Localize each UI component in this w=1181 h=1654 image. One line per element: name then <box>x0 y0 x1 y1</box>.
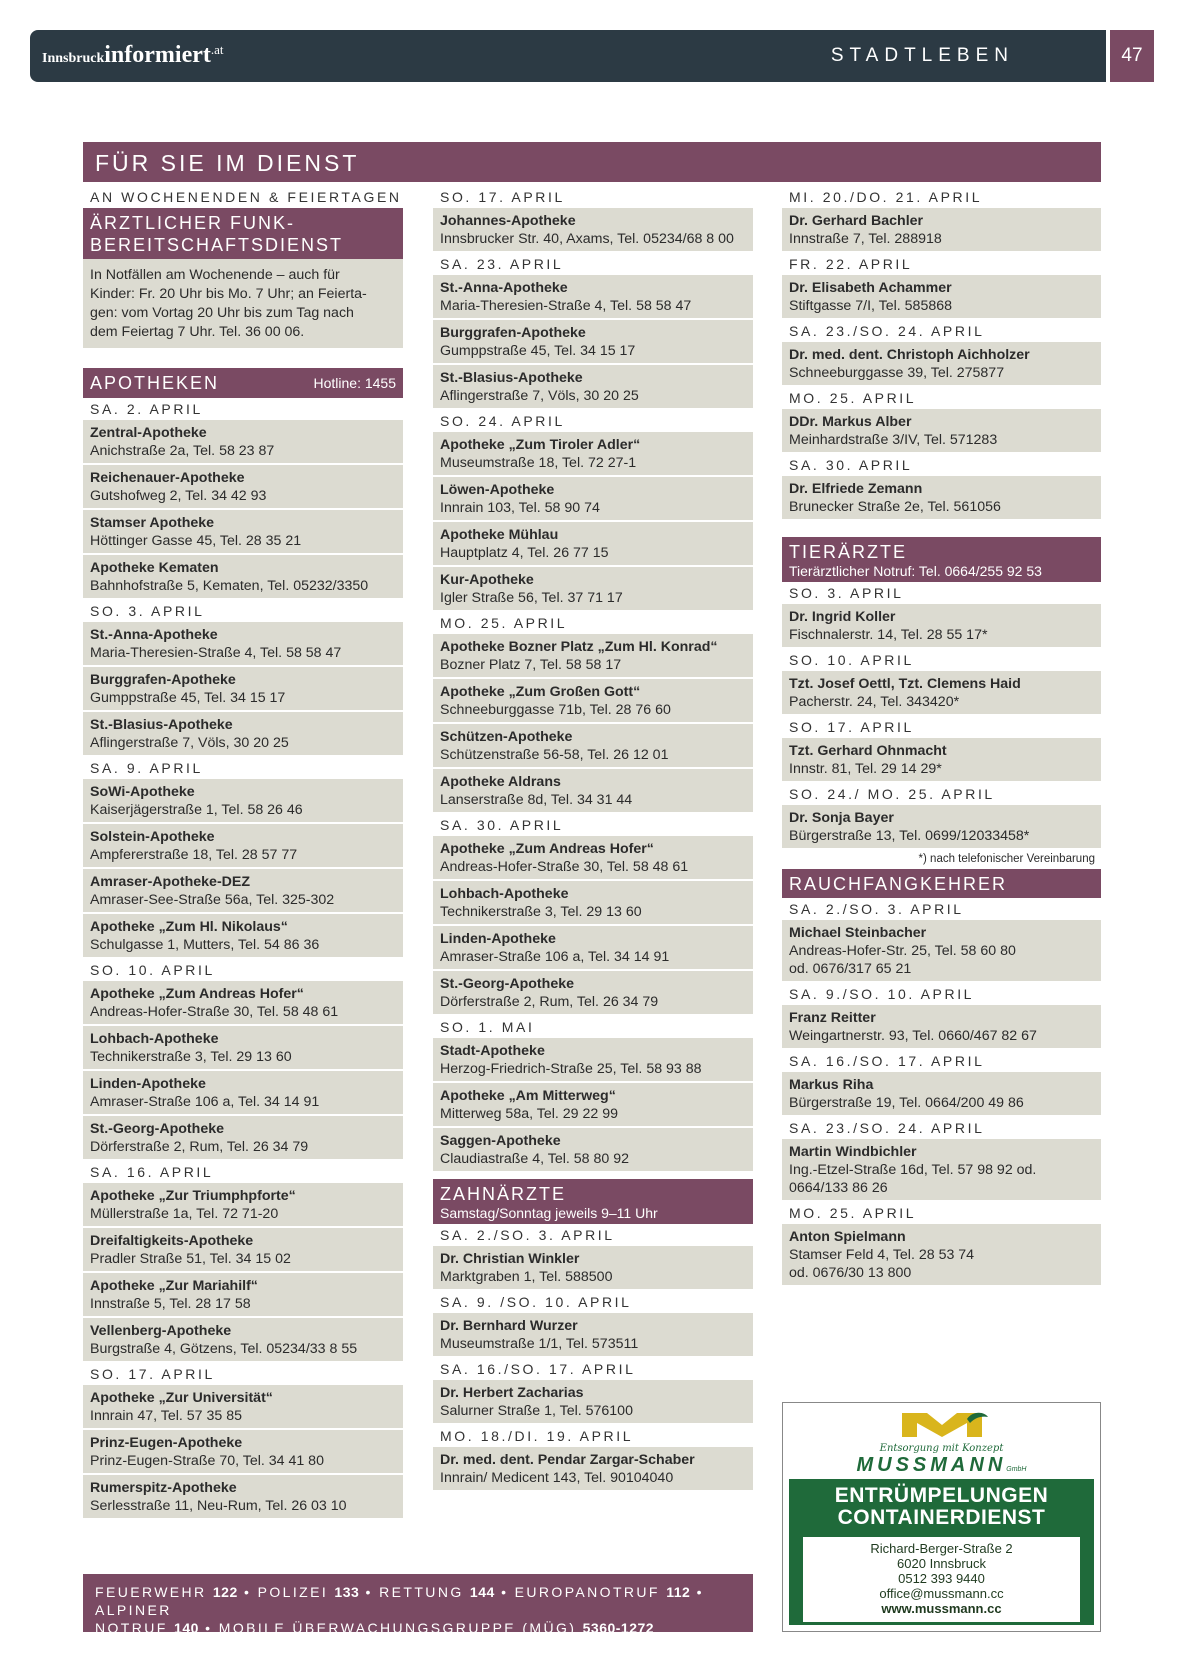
entry-detail: Ampfererstraße 18, Tel. 28 57 77 <box>90 847 298 863</box>
entry-name: Prinz-Eugen-Apotheke <box>90 1435 243 1451</box>
list-item <box>433 634 753 677</box>
list-item <box>83 914 403 957</box>
entry-name: Lohbach-Apotheke <box>440 886 569 902</box>
entry-detail: Innrain 103, Tel. 58 90 74 <box>440 500 600 516</box>
entry-detail: Amraser-Straße 106 a, Tel. 34 14 91 <box>90 1094 320 1110</box>
apotheken-hotline: Hotline: 1455 <box>313 375 396 391</box>
list-item <box>83 981 403 1024</box>
entry-name: Apotheke „Am Mitterweg“ <box>440 1088 616 1104</box>
list-item <box>782 738 1101 781</box>
aerztlicher-header <box>83 208 403 259</box>
entry-detail: Amraser-Straße 106 a, Tel. 34 14 91 <box>440 949 670 965</box>
tieraerzte-header <box>782 537 1101 582</box>
entry-detail: Innrain 47, Tel. 57 35 85 <box>90 1408 242 1424</box>
entry-detail: Müllerstraße 1a, Tel. 72 71-20 <box>90 1206 279 1222</box>
apotheken-header <box>83 368 403 398</box>
entry-detail: Andreas-Hofer-Straße 30, Tel. 58 48 61 <box>90 1004 339 1020</box>
entry-detail: Prinz-Eugen-Straße 70, Tel. 34 41 80 <box>90 1453 324 1469</box>
entry-detail: Innsbrucker Str. 40, Axams, Tel. 05234/68 8 00 <box>440 231 734 247</box>
entry-name: Dr. Bernhard Wurzer <box>440 1318 578 1334</box>
entry-name: Lohbach-Apotheke <box>90 1031 219 1047</box>
entry-detail: Bozner Platz 7, Tel. 58 58 17 <box>440 657 622 673</box>
entry-detail: Andreas-Hofer-Straße 30, Tel. 58 48 61 <box>440 859 689 875</box>
entry-detail: Maria-Theresien-Straße 4, Tel. 58 58 47 <box>440 298 692 314</box>
entry-detail: Maria-Theresien-Straße 4, Tel. 58 58 47 <box>90 645 342 661</box>
list-item <box>433 365 753 408</box>
entry-name: Linden-Apotheke <box>90 1076 206 1092</box>
entry-name: Saggen-Apotheke <box>440 1133 561 1149</box>
list-item <box>433 1083 753 1126</box>
list-item <box>782 1224 1101 1285</box>
mussmann-logo <box>783 1409 1100 1481</box>
entry-name: Vellenberg-Apotheke <box>90 1323 232 1339</box>
list-item <box>433 679 753 722</box>
list-item <box>782 805 1101 848</box>
ad-website[interactable]: www.mussmann.cc <box>881 1601 1002 1616</box>
day-heading: SO. 3. APRIL <box>90 603 205 619</box>
day-heading: SO. 1. MAI <box>440 1019 535 1035</box>
day-heading: SA. 16./SO. 17. APRIL <box>440 1361 636 1377</box>
day-heading: SA. 23./SO. 24. APRIL <box>789 323 985 339</box>
day-heading: SA. 30. APRIL <box>440 817 564 833</box>
emergency-line-1 <box>95 1583 741 1619</box>
entry-detail: Stamser Feld 4, Tel. 28 53 74 <box>789 1247 975 1263</box>
entry-detail: Bürgerstraße 13, Tel. 0699/12033458* <box>789 828 1030 844</box>
entry-detail: Dörferstraße 2, Rum, Tel. 26 34 79 <box>90 1139 309 1155</box>
list-item <box>83 622 403 665</box>
entry-name: Dreifaltigkeits-Apotheke <box>90 1233 254 1249</box>
list-item <box>433 320 753 363</box>
entry-name: Löwen-Apotheke <box>440 482 555 498</box>
entry-name: Rumerspitz-Apotheke <box>90 1480 237 1496</box>
emergency-label: FEUERWEHR <box>95 1584 207 1600</box>
logo-small-text: Innsbruck <box>42 51 105 66</box>
day-heading: SA. 2. APRIL <box>90 401 203 417</box>
entry-name: Markus Riha <box>789 1077 874 1093</box>
emergency-label: POLIZEI <box>257 1584 329 1600</box>
list-item <box>433 275 753 318</box>
aerztlicher-title-1: ÄRZTLICHER FUNK- <box>90 213 296 233</box>
entry-name: Tzt. Josef Oettl, Tzt. Clemens Haid <box>789 676 1021 692</box>
list-item <box>433 836 753 879</box>
list-item <box>83 1273 403 1316</box>
spacer <box>83 348 403 368</box>
entry-name: Michael Steinbacher <box>789 925 927 941</box>
list-item <box>433 769 753 812</box>
separator-dot: • <box>198 1620 219 1636</box>
column-right <box>782 186 1101 1287</box>
entry-name: Apotheke „Zur Universität“ <box>90 1390 273 1406</box>
zahnaerzte-title: ZAHNÄRZTE <box>440 1184 566 1204</box>
page-number: 47 <box>1110 30 1154 82</box>
list-item <box>433 432 753 475</box>
entry-detail: Schulgasse 1, Mutters, Tel. 54 86 36 <box>90 937 320 953</box>
apotheken-list-middle <box>433 186 753 1171</box>
zahnaerzte-list-middle <box>433 1224 753 1490</box>
list-item <box>83 420 403 463</box>
emergency-label: NOTRUF <box>95 1620 168 1636</box>
entry-detail: Schneeburggasse 39, Tel. 275877 <box>789 365 1005 381</box>
entry-detail: Aflingerstraße 7, Völs, 30 20 25 <box>90 735 289 751</box>
entry-name: Apotheke „Zum Hl. Nikolaus“ <box>90 919 288 935</box>
entry-detail: Pradler Straße 51, Tel. 34 15 02 <box>90 1251 291 1267</box>
list-item <box>433 724 753 767</box>
spacer <box>782 521 1101 537</box>
emergency-number: 133 <box>334 1584 360 1600</box>
list-item <box>433 1380 753 1423</box>
entry-name: Dr. Elisabeth Achammer <box>789 280 952 296</box>
entry-name: Anton Spielmann <box>789 1229 906 1245</box>
list-item <box>83 1385 403 1428</box>
entry-detail: Claudiastraße 4, Tel. 58 80 92 <box>440 1151 630 1167</box>
day-heading: SA. 2./SO. 3. APRIL <box>440 1227 615 1243</box>
separator-dot: • <box>494 1584 515 1600</box>
section-label: STADTLEBEN <box>830 45 1014 66</box>
day-heading: SO. 3. APRIL <box>789 585 904 601</box>
entry-name: Dr. Ingrid Koller <box>789 609 896 625</box>
emergency-number: 140 <box>174 1620 199 1636</box>
entry-detail: Hauptplatz 4, Tel. 26 77 15 <box>440 545 609 561</box>
list-item <box>782 671 1101 714</box>
list-item <box>83 510 403 553</box>
entry-detail: Gumppstraße 45, Tel. 34 15 17 <box>440 343 636 359</box>
entry-name: Stadt-Apotheke <box>440 1043 545 1059</box>
column-left <box>83 186 403 1520</box>
entry-detail: Museumstraße 1/1, Tel. 573511 <box>440 1336 639 1352</box>
entry-name: Dr. med. dent. Christoph Aichholzer <box>789 347 1030 363</box>
list-item <box>83 1318 403 1361</box>
list-item <box>83 1430 403 1473</box>
entry-name: Burggrafen-Apotheke <box>440 325 586 341</box>
list-item <box>433 1447 753 1490</box>
ad-address: Richard-Berger-Straße 2 <box>870 1541 1013 1556</box>
entry-name: Dr. Herbert Zacharias <box>440 1385 584 1401</box>
entry-detail: Kaiserjägerstraße 1, Tel. 58 26 46 <box>90 802 303 818</box>
entry-name: Solstein-Apotheke <box>90 829 215 845</box>
entry-detail: Technikerstraße 3, Tel. 29 13 60 <box>90 1049 292 1065</box>
day-heading: SA. 2./SO. 3. APRIL <box>789 901 964 917</box>
entry-detail: Museumstraße 18, Tel. 72 27-1 <box>440 455 637 471</box>
list-item <box>83 1071 403 1114</box>
day-heading: SA. 9. APRIL <box>90 760 203 776</box>
entry-name: Schützen-Apotheke <box>440 729 573 745</box>
entry-detail: Innstr. 81, Tel. 29 14 29* <box>789 761 942 777</box>
list-item <box>782 342 1101 385</box>
entry-detail-2: od. 0676/30 13 800 <box>789 1265 912 1281</box>
day-heading: SO. 17. APRIL <box>90 1366 215 1382</box>
entry-detail: Meinhardstraße 3/IV, Tel. 571283 <box>789 432 998 448</box>
entry-name: Apotheke „Zur Mariahilf“ <box>90 1278 258 1294</box>
entry-name: Franz Reitter <box>789 1010 876 1026</box>
info-line: In Notfällen am Wochenende – auch für <box>90 267 340 283</box>
entry-name: St.-Georg-Apotheke <box>90 1121 224 1137</box>
entry-name: Martin Windbichler <box>789 1144 917 1160</box>
emergency-label: RETTUNG <box>379 1584 464 1600</box>
zahnaerzte-sub: Samstag/Sonntag jeweils 9–11 Uhr <box>440 1205 658 1221</box>
list-item <box>782 1072 1101 1115</box>
day-heading: SA. 16./SO. 17. APRIL <box>789 1053 985 1069</box>
tieraerzte-note: *) nach telefonischer Vereinbarung <box>918 853 1095 865</box>
separator-dot: • <box>359 1584 380 1600</box>
zahnaerzte-header <box>433 1179 753 1224</box>
entry-name: Johannes-Apotheke <box>440 213 576 229</box>
entry-name: Apotheke „Zur Triumphpforte“ <box>90 1188 296 1204</box>
info-line: Kinder: Fr. 20 Uhr bis Mo. 7 Uhr; an Feierta- <box>90 286 367 302</box>
list-item <box>433 567 753 610</box>
ad-phone: 0512 393 9440 <box>898 1571 985 1586</box>
entry-name: DDr. Markus Alber <box>789 414 912 430</box>
list-item <box>433 1128 753 1171</box>
day-heading: MI. 20./DO. 21. APRIL <box>789 189 983 205</box>
list-item <box>782 476 1101 519</box>
apotheken-title: APOTHEKEN <box>90 373 220 393</box>
logo-big-text: informiert <box>104 42 211 68</box>
list-item <box>83 712 403 755</box>
entry-name: Tzt. Gerhard Ohnmacht <box>789 743 947 759</box>
day-heading: FR. 22. APRIL <box>789 256 913 272</box>
rauchfangkehrer-list <box>782 898 1101 1285</box>
entry-detail: Serlesstraße 11, Neu-Rum, Tel. 26 03 10 <box>90 1498 347 1514</box>
emergency-numbers <box>83 1574 753 1636</box>
day-heading: SO. 17. APRIL <box>789 719 914 735</box>
ad-contact <box>803 1537 1080 1622</box>
magazine-logo <box>42 42 224 69</box>
list-item <box>83 1228 403 1271</box>
entry-detail: Höttinger Gasse 45, Tel. 28 35 21 <box>90 533 302 549</box>
entry-name: Apotheke „Zum Großen Gott“ <box>440 684 641 700</box>
entry-detail: Anichstraße 2a, Tel. 58 23 87 <box>90 443 275 459</box>
rauchfangkehrer-title: RAUCHFANGKEHRER <box>789 874 1008 894</box>
entry-name: Dr. Elfriede Zemann <box>789 481 923 497</box>
day-heading: SA. 30. APRIL <box>789 457 913 473</box>
entry-detail: Gumppstraße 45, Tel. 34 15 17 <box>90 690 286 706</box>
tieraerzte-list <box>782 582 1101 848</box>
day-heading: MO. 25. APRIL <box>789 390 917 406</box>
entry-detail: Innstraße 7, Tel. 288918 <box>789 231 942 247</box>
entry-detail-2: 0664/133 86 26 <box>789 1180 888 1196</box>
list-item <box>83 869 403 912</box>
entry-detail: Bahnhofstraße 5, Kematen, Tel. 05232/3350 <box>90 578 369 594</box>
day-heading: MO. 18./DI. 19. APRIL <box>440 1428 634 1444</box>
entry-detail: Ing.-Etzel-Straße 16d, Tel. 57 98 92 od. <box>789 1162 1037 1178</box>
list-item <box>433 971 753 1014</box>
day-heading: MO. 25. APRIL <box>789 1205 917 1221</box>
aerztlicher-info <box>83 259 403 348</box>
ad-slogan: Entsorgung mit Konzept <box>879 1443 1004 1454</box>
emergency-line-2 <box>95 1619 741 1637</box>
entry-name: Apotheke „Zum Andreas Hofer“ <box>90 986 304 1002</box>
entry-name: Apotheke Bozner Platz „Zum Hl. Konrad“ <box>440 639 718 655</box>
list-item <box>782 1005 1101 1048</box>
entry-detail: Mitterweg 58a, Tel. 29 22 99 <box>440 1106 618 1122</box>
list-item <box>782 409 1101 452</box>
list-item <box>433 926 753 969</box>
advertisement[interactable] <box>782 1402 1101 1632</box>
emergency-number: 122 <box>212 1584 238 1600</box>
column-middle <box>433 186 753 1492</box>
entry-detail: Herzog-Friedrich-Straße 25, Tel. 58 93 88 <box>440 1061 702 1077</box>
entry-detail: Bürgerstraße 19, Tel. 0664/200 49 86 <box>789 1095 1024 1111</box>
entry-name: St.-Anna-Apotheke <box>440 280 568 296</box>
day-heading: SO. 24. APRIL <box>440 413 565 429</box>
entry-detail: Brunecker Straße 2e, Tel. 561056 <box>789 499 1001 515</box>
entry-name: Kur-Apotheke <box>440 572 534 588</box>
entry-detail: Innrain/ Medicent 143, Tel. 90104040 <box>440 1470 674 1486</box>
entry-name: Reichenauer-Apotheke <box>90 470 245 486</box>
day-heading: SA. 9./SO. 10. APRIL <box>789 986 975 1002</box>
subtitle: AN WOCHENENDEN & FEIERTAGEN <box>90 189 402 205</box>
entry-detail: Salurner Straße 1, Tel. 576100 <box>440 1403 633 1419</box>
ad-headline-1: ENTRÜMPELUNGEN <box>834 1484 1049 1507</box>
list-item <box>782 604 1101 647</box>
page-header <box>30 30 1106 82</box>
entry-name: Burggrafen-Apotheke <box>90 672 236 688</box>
entry-name: Dr. med. dent. Pendar Zargar-Schaber <box>440 1452 695 1468</box>
list-item <box>433 1038 753 1081</box>
emergency-label: MOBILE ÜBERWACHUNGSGRUPPE (MÜG) <box>218 1620 577 1636</box>
list-item <box>83 1475 403 1518</box>
entry-name: Dr. Christian Winkler <box>440 1251 580 1267</box>
entry-detail: Gutshofweg 2, Tel. 34 42 93 <box>90 488 267 504</box>
rauchfangkehrer-header <box>782 869 1101 898</box>
ad-city: 6020 Innsbruck <box>897 1556 986 1571</box>
day-heading: SA. 23. APRIL <box>440 256 564 272</box>
day-heading: SO. 17. APRIL <box>440 189 565 205</box>
entry-name: St.-Blasius-Apotheke <box>90 717 233 733</box>
entry-name: Dr. Sonja Bayer <box>789 810 894 826</box>
emergency-number: 144 <box>469 1584 495 1600</box>
entry-detail: Burgstraße 4, Götzens, Tel. 05234/33 8 55 <box>90 1341 358 1357</box>
logo-suffix: .at <box>210 42 224 57</box>
entry-name: Zentral-Apotheke <box>90 425 207 441</box>
list-item <box>433 522 753 565</box>
ad-email[interactable]: office@mussmann.cc <box>879 1586 1004 1601</box>
entry-name: Amraser-Apotheke-DEZ <box>90 874 251 890</box>
entry-detail: Aflingerstraße 7, Völs, 30 20 25 <box>440 388 639 404</box>
page-title: FÜR SIE IM DIENST <box>83 142 1101 182</box>
ad-brand-suffix: GmbH <box>1006 1466 1027 1473</box>
entry-name: St.-Blasius-Apotheke <box>440 370 583 386</box>
list-item <box>83 555 403 598</box>
entry-name: St.-Georg-Apotheke <box>440 976 574 992</box>
apotheken-list-left <box>83 398 403 1518</box>
day-heading: SO. 10. APRIL <box>90 962 215 978</box>
entry-detail: Weingartnerstr. 93, Tel. 0660/467 82 67 <box>789 1028 1037 1044</box>
aerztlicher-title-2: BEREITSCHAFTSDIENST <box>90 235 344 255</box>
list-item <box>782 1139 1101 1200</box>
list-item <box>433 881 753 924</box>
list-item <box>782 275 1101 318</box>
entry-detail: Lanserstraße 8d, Tel. 34 31 44 <box>440 792 633 808</box>
separator-dot: • <box>690 1584 704 1600</box>
entry-name: SoWi-Apotheke <box>90 784 195 800</box>
entry-detail: Pacherstr. 24, Tel. 343420* <box>789 694 960 710</box>
entry-name: Apotheke Aldrans <box>440 774 561 790</box>
entry-detail: Technikerstraße 3, Tel. 29 13 60 <box>440 904 642 920</box>
entry-name: Apotheke Mühlau <box>440 527 559 543</box>
mussmann-m-icon <box>872 1409 1012 1439</box>
ad-brand <box>783 1454 1100 1481</box>
list-item <box>83 667 403 710</box>
entry-detail: Dörferstraße 2, Rum, Tel. 26 34 79 <box>440 994 659 1010</box>
emergency-label: ALPINER <box>95 1602 172 1618</box>
day-heading: SA. 23./SO. 24. APRIL <box>789 1120 985 1136</box>
tieraerzte-sub: Tierärztlicher Notruf: Tel. 0664/255 92 53 <box>789 563 1042 579</box>
list-item <box>83 1183 403 1226</box>
tieraerzte-title: TIERÄRZTE <box>789 542 908 562</box>
entry-name: Dr. Gerhard Bachler <box>789 213 924 229</box>
ad-brand-name: MUSSMANN <box>856 1454 1007 1476</box>
ad-green-panel <box>789 1479 1094 1625</box>
entry-detail: Amraser-See-Straße 56a, Tel. 325-302 <box>90 892 335 908</box>
info-line: gen: vom Vortag 20 Uhr bis zum Tag nach <box>90 305 354 321</box>
entry-detail-2: od. 0676/317 65 21 <box>789 961 912 977</box>
day-heading: SO. 24./ MO. 25. APRIL <box>789 786 995 802</box>
day-heading: MO. 25. APRIL <box>440 615 568 631</box>
list-item <box>782 920 1101 981</box>
entry-name: Apotheke „Zum Tiroler Adler“ <box>440 437 641 453</box>
emergency-number: 5360-1272 <box>582 1620 655 1636</box>
entry-detail: Marktgraben 1, Tel. 588500 <box>440 1269 613 1285</box>
list-item <box>433 208 753 251</box>
ad-headline-2: CONTAINERDIENST <box>837 1506 1046 1529</box>
emergency-number: 112 <box>666 1584 691 1600</box>
day-heading: SO. 10. APRIL <box>789 652 914 668</box>
entry-name: St.-Anna-Apotheke <box>90 627 218 643</box>
entry-detail: Igler Straße 56, Tel. 37 71 17 <box>440 590 623 606</box>
entry-name: Apotheke „Zum Andreas Hofer“ <box>440 841 654 857</box>
entry-detail: Schützenstraße 56-58, Tel. 26 12 01 <box>440 747 669 763</box>
entry-detail: Fischnalerstr. 14, Tel. 28 55 17* <box>789 627 988 643</box>
list-item <box>433 1313 753 1356</box>
list-item <box>433 1246 753 1289</box>
list-item <box>83 779 403 822</box>
list-item <box>83 1026 403 1069</box>
zahnaerzte-list-right <box>782 186 1101 519</box>
list-item <box>83 465 403 508</box>
entry-name: Apotheke Kematen <box>90 560 219 576</box>
list-item <box>782 208 1101 251</box>
entry-name: Linden-Apotheke <box>440 931 556 947</box>
list-item <box>83 824 403 867</box>
entry-detail: Schneeburggasse 71b, Tel. 28 76 60 <box>440 702 671 718</box>
entry-name: Stamser Apotheke <box>90 515 215 531</box>
emergency-label: EUROPANOTRUF <box>514 1584 660 1600</box>
entry-detail: Stiftgasse 7/I, Tel. 585868 <box>789 298 953 314</box>
entry-detail: Andreas-Hofer-Str. 25, Tel. 58 60 80 <box>789 943 1016 959</box>
day-heading: SA. 9. /SO. 10. APRIL <box>440 1294 632 1310</box>
info-line: dem Feiertag 7 Uhr. Tel. 36 00 06. <box>90 324 305 340</box>
day-heading: SA. 16. APRIL <box>90 1164 214 1180</box>
separator-dot: • <box>237 1584 258 1600</box>
entry-detail: Innstraße 5, Tel. 28 17 58 <box>90 1296 251 1312</box>
list-item <box>83 1116 403 1159</box>
list-item <box>433 477 753 520</box>
